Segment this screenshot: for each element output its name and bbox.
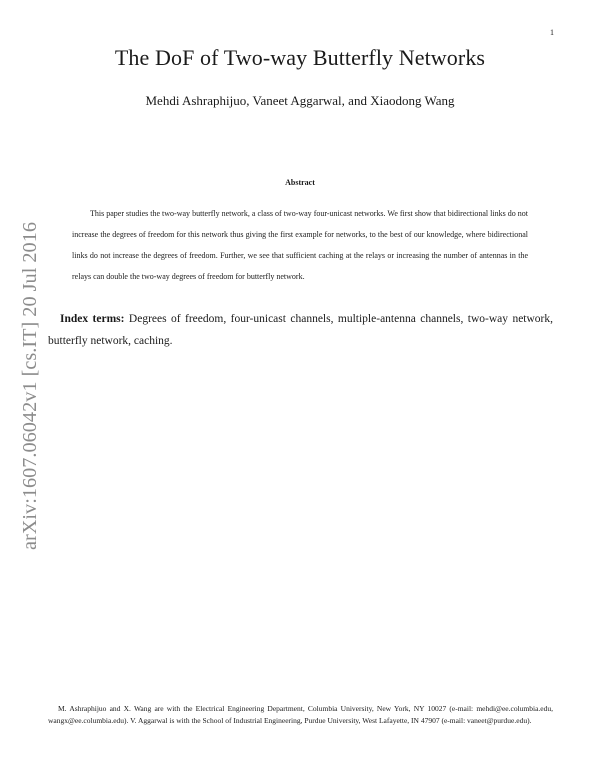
author-footnote [48, 703, 553, 727]
paper-title: The DoF of Two-way Butterfly Networks [114, 45, 486, 70]
author-list: Mehdi Ashraphijuo, Vaneet Aggarwal, and Xiaodong Wang [145, 93, 455, 108]
footnote-text: M. Ashraphijuo and X. Wang are with the Electrical Engineering Department, Columbia University, New York, NY 10027 (e-mail: mehdi@ee.columbia.edu, wangx@ee.columbia.edu). V. Aggarwal is with the School of Industrial Engineering, Purdue University, West Lafayette, IN 47907 (e-mail: vaneet@purdue.edu). [48, 704, 553, 725]
index-terms-section [48, 309, 553, 352]
page-number: 1 [550, 28, 554, 37]
arxiv-stamp-text: arXiv:1607.06042v1 [cs.IT] 20 Jul 2016 [19, 220, 41, 550]
index-terms-text: Degrees of freedom, four-unicast channels, multiple-antenna channels, two-way network, butterfly network, caching. [48, 313, 553, 347]
index-terms-label: Index terms: [60, 313, 125, 325]
abstract-heading: Abstract [285, 178, 315, 187]
abstract-text: This paper studies the two-way butterfly network, a class of two-way four-unicast networks. We first show that bidirectional links do not increase the degrees of freedom for this network thus giving the first example for networks, to the best of our knowledge, where bidirectional links do not increase the degrees of freedom. Further, we see that sufficient caching at the relays or increasing the number of antennas in the relays can double the two-way degrees of freedom for butterfly network. [72, 209, 528, 281]
abstract-section [72, 203, 528, 287]
arxiv-stamp [6, 220, 46, 550]
